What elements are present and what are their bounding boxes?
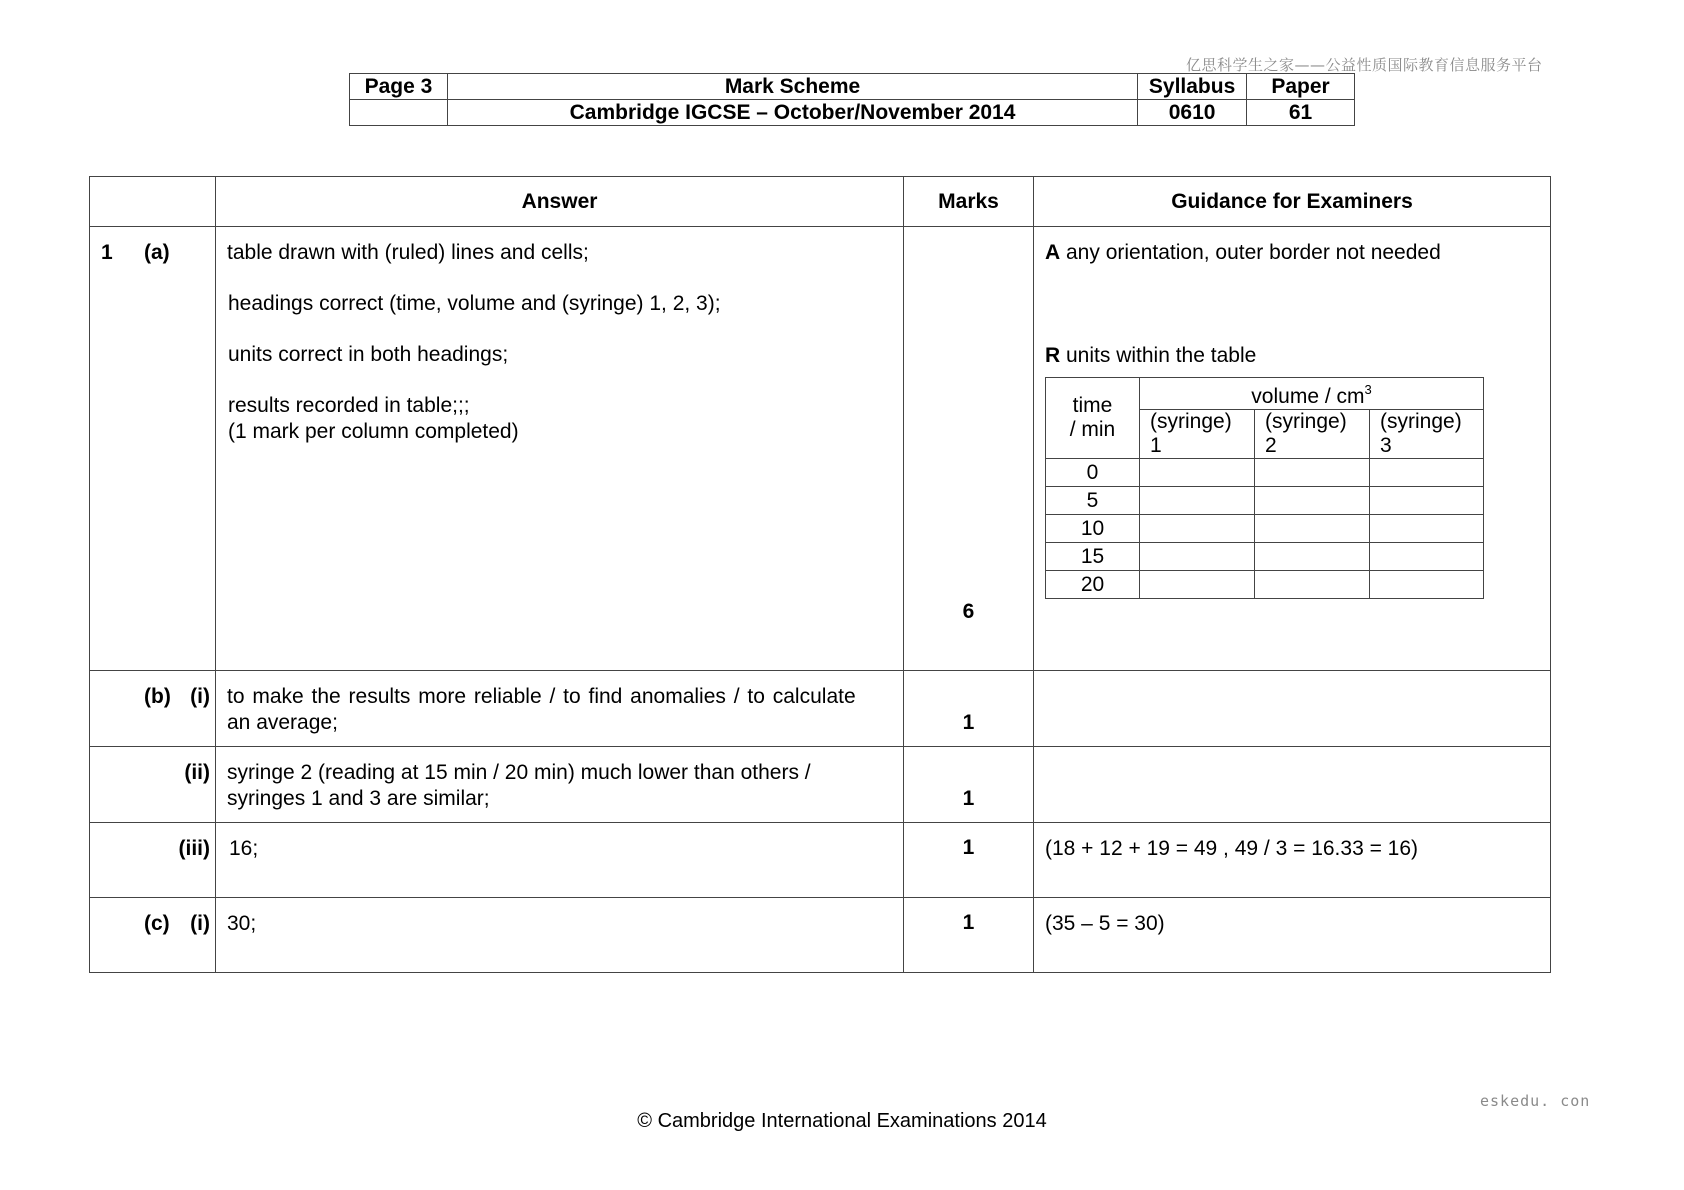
answer-col-header: Answer [216, 177, 904, 227]
marks-cell [904, 823, 1034, 898]
page-label-blank [350, 100, 448, 126]
question-label [90, 671, 216, 747]
inner-table-row [1046, 487, 1484, 515]
guidance-cell [1034, 227, 1551, 671]
answer-line: units correct in both headings; [228, 343, 509, 366]
guidance-cell [1034, 747, 1551, 823]
syringe-heading [1370, 410, 1484, 459]
time-value: 10 [1046, 515, 1140, 543]
example-results-table [1045, 377, 1484, 599]
watermark-top: 亿思科学生之家——公益性质国际教育信息服务平台 [1186, 56, 1543, 74]
syllabus-code: 0610 [1138, 100, 1247, 126]
answer-line: an average; [227, 711, 338, 734]
guidance-reject [1045, 343, 1540, 369]
empty-cell [1370, 459, 1484, 487]
marks-value: 1 [962, 711, 975, 734]
empty-cell [1140, 487, 1255, 515]
guidance-text: (18 + 12 + 19 = 49 , 49 / 3 = 16.33 = 16) [1045, 837, 1419, 860]
empty-cell [1370, 515, 1484, 543]
syringe-number: 3 [1380, 434, 1392, 457]
table-row [90, 898, 1551, 973]
time-value: 0 [1046, 459, 1140, 487]
doc-title: Mark Scheme [447, 74, 1137, 100]
copyright-footer: © Cambridge International Examinations 2014 [637, 1110, 1047, 1132]
volume-unit-sup: 3 [1364, 382, 1372, 397]
inner-table-row [1046, 543, 1484, 571]
time-heading [1046, 378, 1140, 459]
table-row [90, 671, 1551, 747]
question-col-header [90, 177, 216, 227]
empty-cell [1370, 487, 1484, 515]
question-part: (c) [144, 912, 170, 935]
answer-line: syringe 2 (reading at 15 min / 20 min) much lower than others / [227, 761, 811, 784]
guidance-cell [1034, 898, 1551, 973]
marks-cell [904, 898, 1034, 973]
question-label [90, 227, 216, 671]
time-value: 20 [1046, 571, 1140, 599]
answer-line: (1 mark per column completed) [228, 420, 519, 443]
question-subpart: (i) [190, 685, 210, 708]
marks-cell [904, 671, 1034, 747]
syringe-number: 2 [1265, 434, 1277, 457]
question-subpart: (ii) [184, 761, 210, 784]
paper-code: 61 [1247, 100, 1355, 126]
marks-col-header: Marks [904, 177, 1034, 227]
volume-heading [1140, 378, 1484, 410]
time-heading-line: time [1072, 394, 1113, 417]
time-heading-line: / min [1069, 418, 1116, 441]
question-label [90, 823, 216, 898]
syringe-number: 1 [1150, 434, 1162, 457]
marks-cell [904, 747, 1034, 823]
inner-table-row [1046, 459, 1484, 487]
empty-cell [1255, 543, 1370, 571]
empty-cell [1255, 515, 1370, 543]
question-label [90, 898, 216, 973]
marks-value: 1 [962, 787, 975, 810]
empty-cell [1370, 543, 1484, 571]
reject-text: units within the table [1060, 344, 1257, 367]
guidance-cell [1034, 671, 1551, 747]
answer-line: table drawn with (ruled) lines and cells; [227, 241, 589, 264]
table-row [90, 227, 1551, 671]
mark-scheme-table [89, 176, 1551, 973]
time-value: 15 [1046, 543, 1140, 571]
answer-cell [216, 671, 904, 747]
volume-heading-text: volume / cm [1251, 385, 1365, 408]
answer-cell [216, 823, 904, 898]
marks-value: 1 [962, 836, 975, 859]
accept-marker: A [1045, 241, 1061, 264]
question-subpart: (iii) [178, 837, 210, 860]
syringe-heading [1255, 410, 1370, 459]
answer-line: to make the results more reliable / to find anomalies / to calculate [227, 685, 856, 708]
answer-cell [216, 227, 904, 671]
watermark-bottom: eskedu. con [1480, 1092, 1591, 1110]
syllabus-label: Syllabus [1138, 74, 1247, 100]
syringe-heading [1140, 410, 1255, 459]
header-table [349, 73, 1355, 126]
guidance-cell [1034, 823, 1551, 898]
question-subpart: (i) [190, 912, 210, 935]
empty-cell [1255, 571, 1370, 599]
empty-cell [1255, 487, 1370, 515]
page-label: Page 3 [350, 74, 448, 100]
answer-line: 16; [229, 837, 259, 860]
empty-cell [1370, 571, 1484, 599]
guidance-accept [1045, 240, 1540, 266]
syringe-label: (syringe) [1380, 410, 1462, 433]
inner-table-row [1046, 515, 1484, 543]
question-part: (a) [144, 241, 170, 264]
reject-marker: R [1045, 344, 1061, 367]
time-value: 5 [1046, 487, 1140, 515]
empty-cell [1140, 543, 1255, 571]
marks-value: 1 [962, 911, 975, 934]
empty-cell [1255, 459, 1370, 487]
answer-line: 30; [227, 912, 257, 935]
inner-table-row [1046, 571, 1484, 599]
question-number: 1 [101, 241, 113, 264]
answer-line: results recorded in table;;; [228, 394, 470, 417]
empty-cell [1140, 459, 1255, 487]
table-row [90, 747, 1551, 823]
empty-cell [1140, 571, 1255, 599]
question-part: (b) [144, 685, 171, 708]
answer-cell [216, 898, 904, 973]
syringe-label: (syringe) [1265, 410, 1347, 433]
guidance-text: (35 – 5 = 30) [1045, 912, 1165, 935]
answer-line: headings correct (time, volume and (syringe) 1, 2, 3); [228, 292, 721, 315]
syringe-label: (syringe) [1150, 410, 1232, 433]
accept-text: any orientation, outer border not needed [1060, 241, 1441, 264]
guidance-col-header: Guidance for Examiners [1034, 177, 1551, 227]
answer-cell [216, 747, 904, 823]
marks-value: 6 [962, 600, 975, 623]
table-row [90, 823, 1551, 898]
doc-subtitle: Cambridge IGCSE – October/November 2014 [447, 100, 1137, 126]
marks-cell [904, 227, 1034, 671]
paper-label: Paper [1247, 74, 1355, 100]
question-label [90, 747, 216, 823]
empty-cell [1140, 515, 1255, 543]
answer-line: syringes 1 and 3 are similar; [227, 787, 490, 810]
